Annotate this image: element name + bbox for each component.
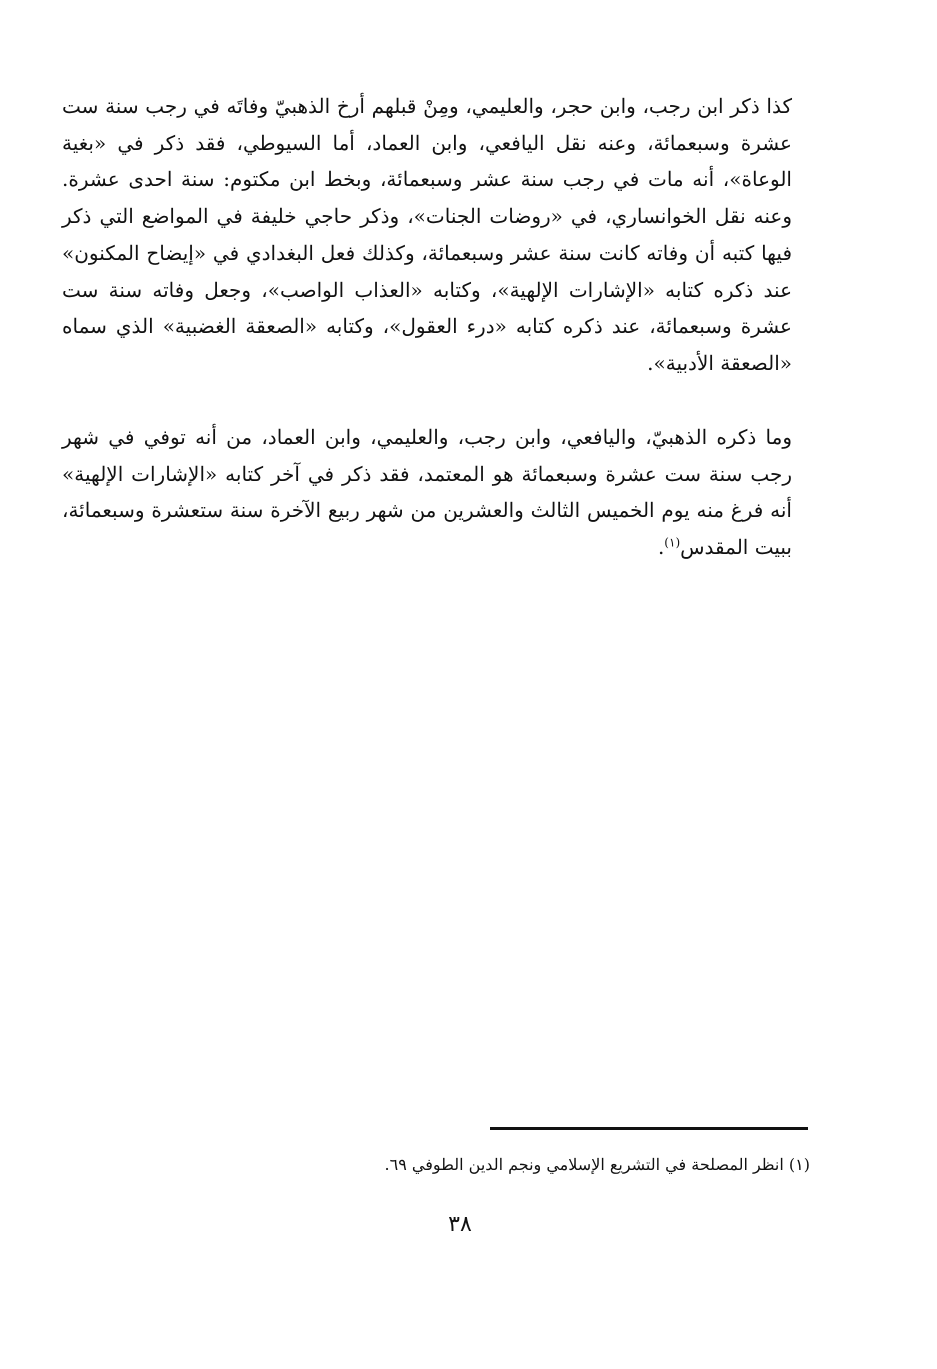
body-paragraph-1: كذا ذكر ابن رجب، وابن حجر، والعليمي، ومِنْ قبلهم أرخ الذهبيّ وفاتَه في رجب سنة ست عشرة وسبعمائة، وعنه نقل اليافعي، وابن العماد، أما السيوطي، فقد ذكر في «بغية الوعاة»، أنه مات في رجب سنة عشر وسبعمائة، وبخط ابن مكتوم: سنة احدى عشرة. وعنه نقل الخوانساري، في «روضات الجنات»، وذكر حاجي خليفة في المواضع التي ذكر فيها كتبه أن وفاته كانت سنة عشر وسبعمائة، وكذلك فعل البغدادي في «إيضاح المكنون» عند ذكره كتابه «الإشارات الإلهية»، وكتابه «العذاب الواصب»، وجعل وفاته سنة ست عشرة وسبعمائة، عند ذكره كتابه «درء العقول»، وكتابه «الصعقة الغضبية» الذي سماه «الصعقة الأدبية».	[62, 94, 792, 375]
footnote-divider	[490, 1127, 808, 1130]
body-paragraph-2	[62, 419, 792, 566]
page-number: ٣٨	[448, 1212, 472, 1237]
footnote-text: (١) انظر المصلحة في التشريع الإسلامي ونجم الدين الطوفي ٦٩.	[384, 1155, 810, 1174]
body-paragraph-2-period: .	[657, 535, 665, 560]
body-paragraph-2-text: وما ذكره الذهبيّ، واليافعي، وابن رجب، والعليمي، وابن العماد، من أنه توفي في شهر رجب سنة ست عشرة وسبعمائة هو المعتمد، فقد ذكر في آخر كتابه «الإشارات الإلهية» أنه فرغ منه يوم الخميس الثالث والعشرين من شهر ربيع الآخرة سنة ستعشرة وسبعمائة، ببيت المقدس	[62, 425, 792, 560]
footnote-reference[interactable]: (١)	[664, 535, 681, 550]
